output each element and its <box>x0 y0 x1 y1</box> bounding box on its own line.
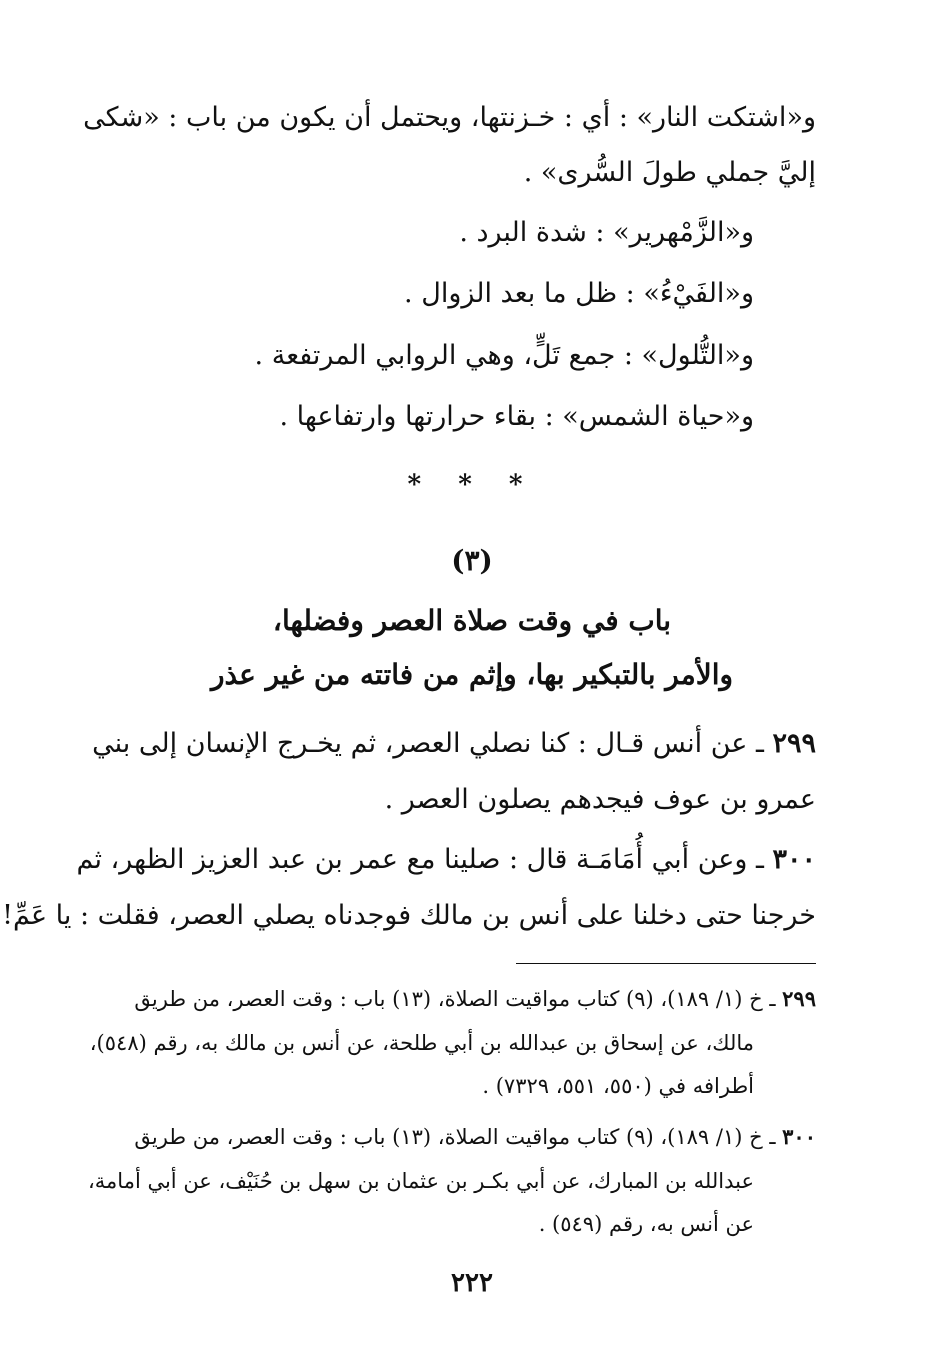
glossary-definition: : شدة البرد . <box>459 217 614 248</box>
glossary-term: و«التُّلول» <box>641 340 754 371</box>
page-number: ٢٢٢ <box>451 1268 493 1298</box>
footnote-line: عن أنس به، رقم (٥٤٩) . <box>538 1212 754 1236</box>
footnote-line: مالك، عن إسحاق بن عبدالله بن أبي طلحة، عن أنس بن مالك به، رقم (٥٤٨)، <box>89 1031 754 1055</box>
glossary-line <box>459 213 754 253</box>
section-separator: * * * <box>407 470 537 500</box>
glossary-definition: : ظل ما بعد الزوال . <box>404 278 644 309</box>
glossary-line <box>255 336 754 376</box>
footnote-text: ـ خ (١/ ١٨٩)، (٩) كتاب مواقيت الصلاة، (١٣) باب : وقت العصر، من طريق <box>134 987 783 1011</box>
hadith-text: ـ عن أنس قـال : كنا نصلي العصر، ثم يخـرج الإنسان إلى بني <box>92 728 773 759</box>
footnote-line <box>134 983 816 1015</box>
footnote-text: ـ خ (١/ ١٨٩)، (٩) كتاب مواقيت الصلاة، (١٣) باب : وقت العصر، من طريق <box>134 1125 783 1149</box>
footnote-line: عبدالله بن المبارك، عن أبي بكـر بن عثمان بن سهل بن حُنَيْف، عن أبي أمامة، <box>88 1169 754 1193</box>
hadith-text: ـ وعن أبي أُمَامَـة قال : صلينا مع عمر بن عبد العزيز الظهر، ثم <box>76 844 773 875</box>
footnote-line <box>134 1121 816 1153</box>
glossary-term: و«الزَّمْهرير» <box>613 217 754 248</box>
text-line: و«اشتكت النار» : أي : خـزنتها، ويحتمل أن يكون من باب : «شكى <box>83 102 816 133</box>
footnote-divider <box>516 963 816 964</box>
chapter-number: (٣) <box>451 544 493 577</box>
hadith-line <box>76 840 816 880</box>
chapter-title: باب في وقت صلاة العصر وفضلها، <box>272 604 672 637</box>
footnote-line: أطرافه في (٥٥٠، ٥٥١، ٧٣٢٩) . <box>482 1074 754 1098</box>
chapter-subtitle: والأمر بالتبكير بها، وإثم من فاتته من غير عذر <box>210 658 734 691</box>
footnote-number: ٢٩٩ <box>782 986 816 1011</box>
glossary-term: و«حياة الشمس» <box>562 401 754 432</box>
footnote-number: ٣٠٠ <box>782 1124 816 1149</box>
glossary-definition: : جمع تَلٍّ، وهي الروابي المرتفعة . <box>254 340 642 371</box>
hadith-line: عمرو بن عوف فيجدهم يصلون العصر . <box>384 784 816 815</box>
glossary-term: و«الفَيْءُ» <box>643 278 754 309</box>
glossary-line <box>404 274 754 314</box>
hadith-number: ٣٠٠ <box>772 844 816 875</box>
hadith-line: خرجنا حتى دخلنا على أنس بن مالك فوجدناه يصلي العصر، فقلت : يا عَمِّ! <box>2 900 816 931</box>
glossary-definition: : بقاء حرارتها وارتفاعها . <box>279 401 563 432</box>
hadith-line <box>92 724 816 764</box>
hadith-number: ٢٩٩ <box>772 728 816 759</box>
glossary-line <box>280 397 754 437</box>
text-line: إليَّ جملي طولَ السُّرى» . <box>523 157 816 188</box>
